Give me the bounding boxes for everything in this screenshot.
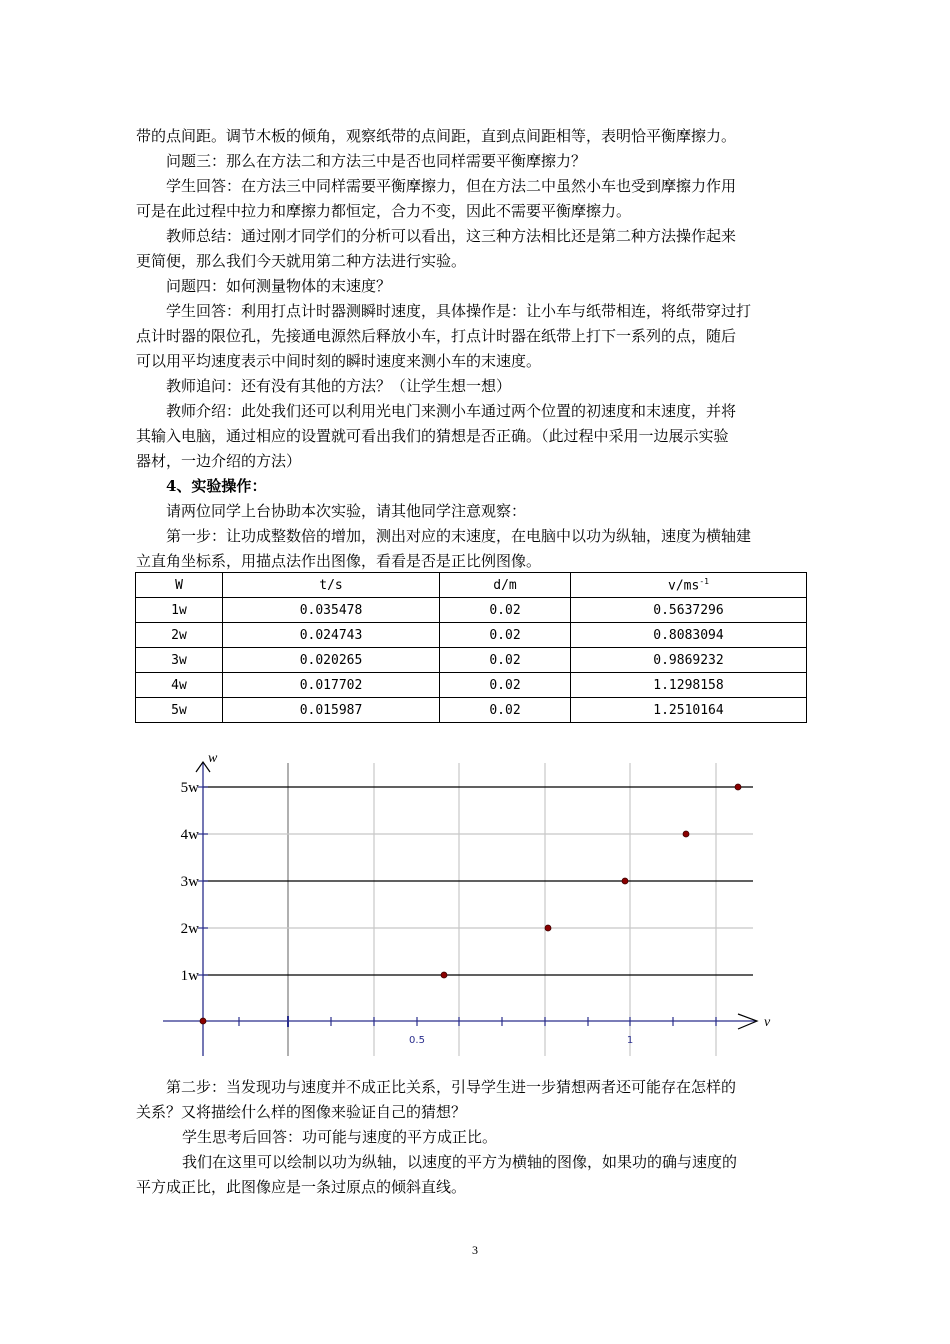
x-axis-label: v [764, 1015, 771, 1030]
table-row [136, 698, 807, 723]
cell: 0.02 [440, 648, 571, 673]
y-tick-1w: 1w [180, 968, 199, 984]
cell: 0.024743 [223, 623, 440, 648]
instruction-line: 请两位同学上台协助本次实验，请其他同学注意观察： [166, 502, 527, 520]
cell: 0.020265 [223, 648, 440, 673]
data-point [735, 784, 741, 790]
data-point [200, 1018, 206, 1024]
y-tick-labels [181, 780, 200, 984]
cell: 0.02 [440, 673, 571, 698]
cell: 2w [136, 623, 223, 648]
student-answer-line: 可以用平均速度表示中间时刻的瞬时速度来测小车的末速度。 [136, 352, 542, 370]
explanation-line: 我们在这里可以绘制以功为纵轴，以速度的平方为横轴的图像，如果功的确与速度的 [182, 1153, 738, 1171]
cell: 1.2510164 [571, 698, 807, 723]
header-v-base: v/ms [668, 578, 700, 594]
table-row [136, 673, 807, 698]
data-points [200, 784, 741, 1024]
x-tick-0.5: 0.5 [409, 1035, 425, 1046]
y-tick-3w: 3w [180, 874, 199, 890]
step-one-line: 第一步：让功成整数倍的增加，测出对应的末速度，在电脑中以功为纵轴，速度为横轴建 [166, 527, 752, 545]
cell: 4w [136, 673, 223, 698]
x-tick-1: 1 [626, 1035, 634, 1046]
teacher-summary-line: 教师总结：通过刚才同学们的分析可以看出，这三种方法相比还是第二种方法操作起来 [166, 227, 737, 245]
body-text-top [136, 124, 808, 574]
body-text-bottom [136, 1075, 808, 1200]
student-answer-line: 学生回答：在方法三中同样需要平衡摩擦力，但在方法二中虽然小车也受到摩擦力作用 [166, 177, 737, 195]
cell: 0.035478 [223, 598, 440, 623]
teacher-followup: 教师追问：还有没有其他的方法？（让学生想一想） [166, 377, 512, 395]
cell: 0.02 [440, 698, 571, 723]
student-answer-line: 学生回答：利用打点计时器测瞬时速度，具体操作是：让小车与纸带相连，将纸带穿过打 [166, 302, 752, 320]
cell: 0.015987 [223, 698, 440, 723]
student-answer-line: 可是在此过程中拉力和摩擦力都恒定，合力不变，因此不需要平衡摩擦力。 [136, 202, 632, 220]
cell: 0.017702 [223, 673, 440, 698]
table-row [136, 598, 807, 623]
step-two-line: 第二步：当发现功与速度并不成正比关系，引导学生进一步猜想两者还可能存在怎样的 [166, 1078, 737, 1096]
data-point [441, 972, 447, 978]
x-tick-labels [409, 1035, 633, 1046]
teacher-summary-line: 更简便，那么我们今天就用第二种方法进行实验。 [136, 252, 467, 270]
header-w: W [136, 573, 223, 598]
question-four: 问题四：如何测量物体的末速度？ [166, 277, 392, 295]
header-v-exponent: -1 [699, 576, 709, 586]
step-one-line: 立直角坐标系，用描点法作出图像，看看是否是正比例图像。 [136, 552, 542, 570]
cell: 3w [136, 648, 223, 673]
work-velocity-chart [160, 745, 800, 1065]
cell: 0.5637296 [571, 598, 807, 623]
header-t: t/s [223, 573, 440, 598]
y-axis-label: w [208, 751, 218, 766]
table-row [136, 623, 807, 648]
cell: 1.1298158 [571, 673, 807, 698]
question-three: 问题三：那么在方法二和方法三中是否也同样需要平衡摩擦力？ [166, 152, 587, 170]
text-line: 带的点间距。调节木板的倾角，观察纸带的点间距，直到点间距相等，表明恰平衡摩擦力。 [136, 127, 737, 145]
cell: 0.02 [440, 598, 571, 623]
y-tick-5w: 5w [180, 780, 199, 796]
data-point [683, 831, 689, 837]
level-lines [203, 787, 753, 975]
cell: 0.9869232 [571, 648, 807, 673]
step-two-line: 关系？又将描绘什么样的图像来验证自己的猜想？ [136, 1103, 467, 1121]
data-point [622, 878, 628, 884]
table-header-row [136, 573, 807, 598]
student-answer-line: 点计时器的限位孔，先接通电源然后释放小车，打点计时器在纸带上打下一系列的点，随后 [136, 327, 737, 345]
student-think-answer: 学生思考后回答：功可能与速度的平方成正比。 [182, 1128, 498, 1146]
header-d: d/m [440, 573, 571, 598]
y-tick-4w: 4w [180, 827, 199, 843]
section-heading: 4、实验操作： [166, 477, 267, 495]
y-tick-2w: 2w [180, 921, 199, 937]
teacher-intro-line: 器材，一边介绍的方法） [136, 452, 302, 470]
cell: 5w [136, 698, 223, 723]
teacher-intro-line: 教师介绍：此处我们还可以利用光电门来测小车通过两个位置的初速度和末速度，并将 [166, 402, 737, 420]
header-v [571, 573, 807, 598]
data-table [135, 572, 807, 723]
cell: 1w [136, 598, 223, 623]
teacher-intro-line: 其输入电脑，通过相应的设置就可看出我们的猜想是否正确。（此过程中采用一边展示实验 [136, 427, 729, 445]
data-point [545, 925, 551, 931]
cell: 0.02 [440, 623, 571, 648]
explanation-line: 平方成正比，此图像应是一条过原点的倾斜直线。 [136, 1178, 467, 1196]
vertical-gridlines [288, 763, 716, 1056]
page-number: 3 [472, 1243, 478, 1257]
cell: 0.8083094 [571, 623, 807, 648]
axis-labels [208, 751, 771, 1030]
table-row [136, 648, 807, 673]
